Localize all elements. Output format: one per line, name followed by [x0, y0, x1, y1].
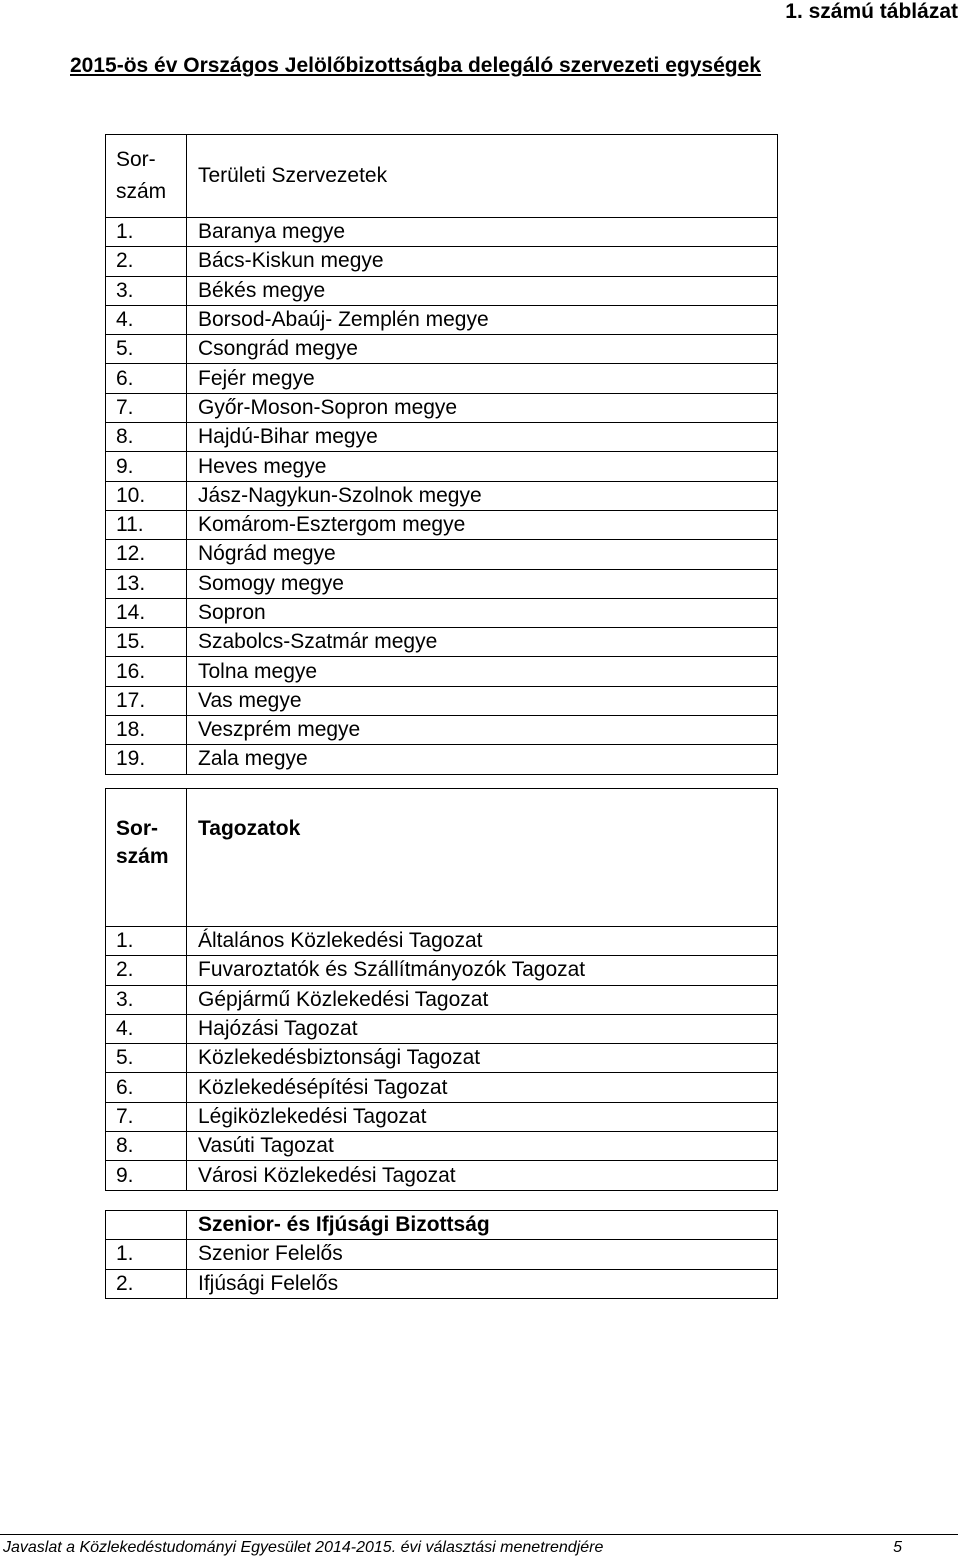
row-name: Komárom-Esztergom megye	[187, 510, 778, 539]
table-row	[106, 335, 778, 364]
table-row	[106, 1161, 778, 1190]
table-row	[106, 423, 778, 452]
table-row	[106, 218, 778, 247]
row-number: 14.	[106, 598, 187, 627]
row-number: 16.	[106, 657, 187, 686]
row-number: 5.	[106, 1044, 187, 1073]
row-name: Fuvaroztatók és Szállítmányozók Tagozat	[187, 956, 778, 985]
row-name: Sopron	[187, 598, 778, 627]
row-number: 3.	[106, 985, 187, 1014]
row-number: 2.	[106, 956, 187, 985]
table-row	[106, 481, 778, 510]
footer-text: Javaslat a Közlekedéstudományi Egyesület 2014-2015. évi választási menetrendjére	[3, 1539, 604, 1556]
row-number: 1.	[106, 927, 187, 956]
row-number: 6.	[106, 1073, 187, 1102]
row-name: Veszprém megye	[187, 716, 778, 745]
row-number: 9.	[106, 1161, 187, 1190]
row-number: 7.	[106, 393, 187, 422]
table-row	[106, 1044, 778, 1073]
table-row	[106, 364, 778, 393]
row-number: 15.	[106, 628, 187, 657]
row-name: Baranya megye	[187, 218, 778, 247]
committee-header: Szenior- és Ifjúsági Bizottság	[187, 1211, 778, 1240]
table-row	[106, 569, 778, 598]
territorial-organizations-table	[105, 134, 778, 775]
row-number: 6.	[106, 364, 187, 393]
row-number: 13.	[106, 569, 187, 598]
row-number: 10.	[106, 481, 187, 510]
table-row	[106, 1102, 778, 1131]
row-name: Városi Közlekedési Tagozat	[187, 1161, 778, 1190]
senior-youth-committee-table	[105, 1210, 778, 1299]
page-footer	[0, 1534, 958, 1559]
row-name: Nógrád megye	[187, 540, 778, 569]
row-number: 9.	[106, 452, 187, 481]
serial-number-header: Sor- szám	[106, 135, 187, 218]
row-number: 2.	[106, 1269, 187, 1298]
divisions-header: Tagozatok	[187, 789, 778, 927]
table-row	[106, 956, 778, 985]
table-row	[106, 985, 778, 1014]
table-row	[106, 393, 778, 422]
table-row	[106, 1073, 778, 1102]
table-row	[106, 1014, 778, 1043]
document-title: 2015-ös év Országos Jelölőbizottságba delegáló szervezeti egységek	[70, 54, 761, 77]
territorial-organizations-header: Területi Szervezetek	[187, 135, 778, 218]
row-number: 3.	[106, 276, 187, 305]
page-number: 5	[893, 1539, 902, 1556]
table-row	[106, 510, 778, 539]
divisions-table	[105, 788, 778, 1191]
table-row	[106, 686, 778, 715]
row-number: 1.	[106, 1240, 187, 1269]
row-name: Bács-Kiskun megye	[187, 247, 778, 276]
row-name: Hajdú-Bihar megye	[187, 423, 778, 452]
row-number: 8.	[106, 1132, 187, 1161]
row-name: Közlekedésbiztonsági Tagozat	[187, 1044, 778, 1073]
table-row	[106, 1269, 778, 1298]
table-header-row	[106, 1211, 778, 1240]
row-name: Ifjúsági Felelős	[187, 1269, 778, 1298]
serial-number-header	[106, 1211, 187, 1240]
row-number: 5.	[106, 335, 187, 364]
row-name: Tolna megye	[187, 657, 778, 686]
table-row	[106, 745, 778, 774]
row-name: Szabolcs-Szatmár megye	[187, 628, 778, 657]
row-name: Somogy megye	[187, 569, 778, 598]
row-number: 11.	[106, 510, 187, 539]
serial-number-header: Sor- szám	[106, 789, 187, 927]
table-row	[106, 1240, 778, 1269]
row-name: Hajózási Tagozat	[187, 1014, 778, 1043]
row-name: Csongrád megye	[187, 335, 778, 364]
row-number: 18.	[106, 716, 187, 745]
row-number: 8.	[106, 423, 187, 452]
table-row	[106, 247, 778, 276]
row-name: Győr-Moson-Sopron megye	[187, 393, 778, 422]
row-number: 1.	[106, 218, 187, 247]
row-number: 12.	[106, 540, 187, 569]
row-name: Jász-Nagykun-Szolnok megye	[187, 481, 778, 510]
row-name: Fejér megye	[187, 364, 778, 393]
table-row	[106, 927, 778, 956]
row-name: Heves megye	[187, 452, 778, 481]
table-header-row	[106, 789, 778, 927]
row-name: Zala megye	[187, 745, 778, 774]
row-name: Borsod-Abaúj- Zemplén megye	[187, 305, 778, 334]
row-name: Szenior Felelős	[187, 1240, 778, 1269]
row-name: Légiközlekedési Tagozat	[187, 1102, 778, 1131]
table-row	[106, 628, 778, 657]
row-number: 17.	[106, 686, 187, 715]
row-number: 19.	[106, 745, 187, 774]
row-number: 7.	[106, 1102, 187, 1131]
table-row	[106, 276, 778, 305]
row-name: Gépjármű Közlekedési Tagozat	[187, 985, 778, 1014]
table-row	[106, 540, 778, 569]
table-row	[106, 598, 778, 627]
table-row	[106, 452, 778, 481]
table-row	[106, 305, 778, 334]
row-name: Közlekedésépítési Tagozat	[187, 1073, 778, 1102]
table-row	[106, 716, 778, 745]
row-name: Vas megye	[187, 686, 778, 715]
row-name: Békés megye	[187, 276, 778, 305]
table-row	[106, 657, 778, 686]
table-row	[106, 1132, 778, 1161]
row-number: 4.	[106, 1014, 187, 1043]
row-number: 4.	[106, 305, 187, 334]
table-header-row	[106, 135, 778, 218]
row-number: 2.	[106, 247, 187, 276]
row-name: Általános Közlekedési Tagozat	[187, 927, 778, 956]
row-name: Vasúti Tagozat	[187, 1132, 778, 1161]
table-number-label: 1. számú táblázat	[785, 0, 958, 23]
